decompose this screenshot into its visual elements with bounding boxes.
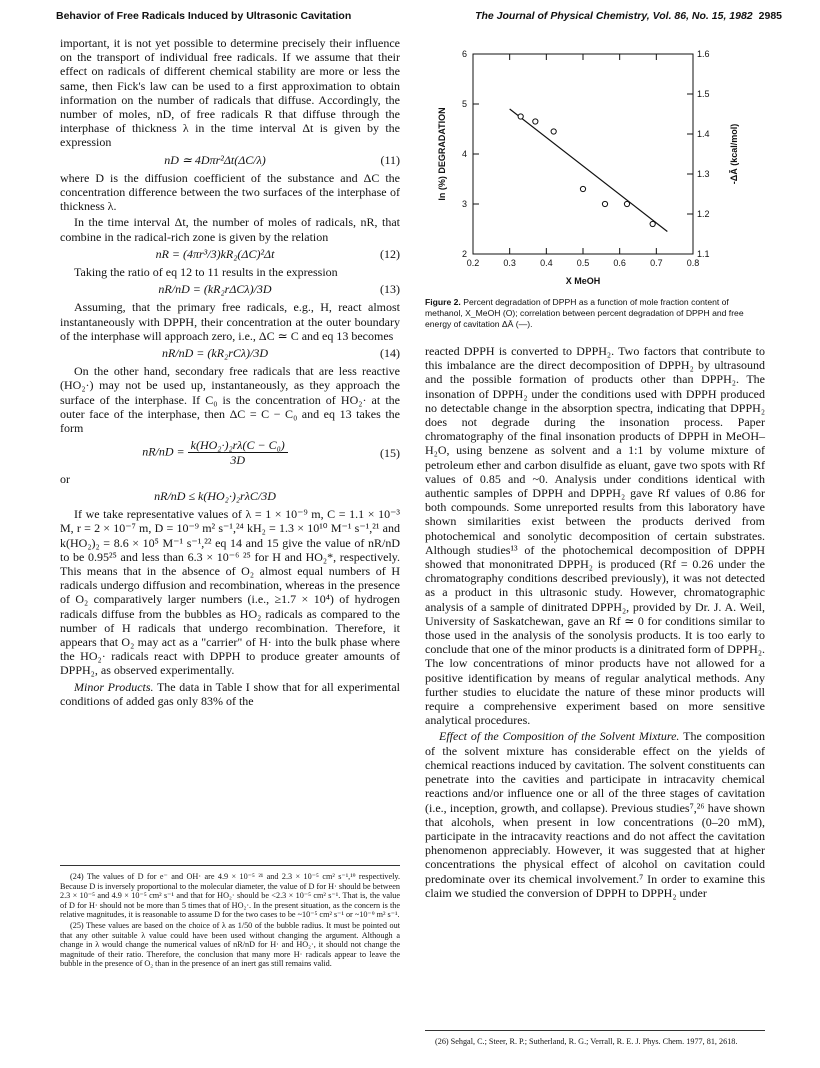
paragraph: reacted DPPH is converted to DPPH₂. Two factors that contribute to this imbalance are the direct decomposition of DPPH₂ by ultrasound and the possible formation of products other than DPPH₂. The insonation of DPPH₂ under the conditions used with DPPH produced no detectable change in the absorption spectra, indicating that DPPH₂ does not degrade during the insonation process. Paper chromatography of the final insonation products of DPPH in MeOH–H₂O, using benzene as solvent and a 1:1 by volume mixture of petroleum ether and carbon disulfide as eluant, gave two spots with Rf values of 0.85 and ~0. Analysis under conditions identical with authentic samples of DPPH and DPPH₂ gave Rf values of 0.86 for both compounds. Some unreported results from this laboratory have shown similarities exist between the products derived from photochemical and sonolytic decomposition of certain substrates. Although studies¹³ of the photochemical decomposition of DPPH showed that mononitrated DPPH₂ is produced (Rf = 0.26 under the chromatography conditions described previously), it was not detected as a product in this ultrasonic study. However, chromatographic analysis of a sample of dinitrated DPPH₂, provided by Dr. J. A. Weil, University of Saskatchewan, gave an Rf ≃ 0 for conditions similar to those used in the analysis of the sonolysis products. It is too early to conclude that one of the minor products is a dinitrated form of DPPH₂. The low concentrations of minor products have not allowed for a positive identification by means of regular analytical methods. Any further studies to elucidate the nature of these minor products will require a comprehensive experiment based on more sensitive analytical procedures. (425, 344, 765, 728)
y-tick-label: 4 (461, 149, 467, 159)
correlation-line (510, 109, 668, 232)
footnotes-right (425, 1030, 765, 1047)
right-column (425, 344, 765, 902)
equation-14 (60, 346, 400, 360)
y-tick-label: 5 (461, 99, 467, 109)
footnotes-left (60, 865, 400, 970)
equation-number: (14) (380, 346, 400, 361)
footnote-26: (26) Sehgal, C.; Steer, R. P.; Sutherland, R. G.; Verrall, R. E. J. Phys. Chem. 1977, 81, 2618. (435, 1037, 738, 1046)
data-point (518, 114, 523, 119)
fraction-numerator: k(HO₂·)₂rλ(C − C₀) (188, 438, 288, 453)
equation-15 (60, 438, 400, 467)
equation-expression (60, 438, 370, 467)
footnote-25: (25) These values are based on the choice of λ as 1/50 of the bubble radius. It must be pointed out that any other suitable λ value could have been used without changing the argument. Although a change in λ would change the numerical values of nR/nD for H· and HO₂·, it should not change the magnitude of their ratio. Therefore, the conclusion that many more H· radicals appear to leave the bubble in the presence of O₂ than in the presence of an inert gas still remains valid. (60, 920, 400, 969)
equation-number: (15) (380, 445, 400, 460)
paragraph (425, 729, 765, 899)
paragraph: Taking the ratio of eq 12 to 11 results in the expression (74, 265, 338, 280)
fraction-denominator: 3D (230, 453, 246, 468)
x-tick-label: 0.2 (466, 258, 480, 268)
y2-tick-label: 1.4 (697, 129, 710, 139)
x-tick-label: 0.3 (503, 258, 516, 268)
journal-citation: The Journal of Physical Chemistry, Vol. 86, No. 15, 1982 (475, 10, 753, 22)
footnote-24: (24) The values of D for e⁻ and OH· are 4.9 × 10⁻⁵ ²¹ and 2.3 × 10⁻⁵ cm² s⁻¹,¹⁹ respectively. Because D is inversely proportional to the molecular diameter, the value of D for H· should be between 2.3 × 10⁻⁵ and 4.9 × 10⁻⁵ cm² s⁻¹ and that for HO₂· should be <2.3 × 10⁻⁵ cm² s⁻¹. That is, the value of D for H· should not be more than 5 times that of HO₂·. In the present situation, as the concern is the relative magnitudes, it is reasonable to assume D for the two cases to be ~10⁻⁵ cm² s⁻¹ or ~10⁻⁹ m² s⁻¹. (60, 872, 400, 920)
y2-tick-label: 1.1 (697, 249, 710, 259)
plot-frame (473, 54, 693, 254)
paragraph: Assuming, that the primary free radicals, e.g., H, react almost instantaneously with DPPH, their concentration at the outer boundary of the interphase will approach zero, i.e., ΔC ≃ C and eq 13 becomes (60, 300, 400, 343)
y-tick-label: 2 (461, 249, 467, 259)
equation-16 (60, 489, 400, 503)
paragraph: In the time interval Δt, the number of moles of radicals, nR, that combine in the radical-rich zone is given by the relation (60, 215, 400, 244)
data-point (624, 201, 629, 206)
figure-caption (425, 297, 765, 329)
caption-text: Percent degradation of DPPH as a function of mole fraction content of methanol, X_MeOH (O); correlation between percent degradation of DPPH and free energy of cavitation ΔĀ (—). (425, 297, 744, 329)
paragraph (60, 680, 400, 708)
y2-tick-label: 1.5 (697, 89, 710, 99)
figure-label: Figure 2. (425, 297, 461, 307)
y-tick-label: 3 (461, 199, 467, 209)
equation-number: (11) (380, 152, 400, 167)
x-tick-label: 0.6 (613, 258, 626, 268)
paragraph-text: The composition of the solvent mixture has considerable effect on the yields of chemical reactions induced by cavitation. The solvent constituents can penetrate into the cavities and participate in intracavity chemical reactions and/or influence one or all of the three stages of cavitation (i.e., inception, growth, and collapse). Previous studies⁷,²⁶ have shown that alcohols, when present in low concentrations (0–20 mM), participate in the intracavity reactions and do not affect the cavitation phenomenon appreciably. However, it was suggested that at higher concentrations the physical effect of alcohol on cavitation could predominate over its chemical involvement.⁷ In order to examine this claim we studied the conversion of DPPH to DPPH₂ under (425, 729, 765, 900)
section-title: Minor Products. (74, 679, 154, 694)
figure-2-chart (425, 40, 765, 300)
equation-expression: nD ≃ 4Dπr²Δt(ΔC/λ) (164, 152, 266, 167)
equation-13 (60, 282, 400, 296)
connector-text: or (60, 471, 70, 486)
y-axis-label: ln (%) DEGRADATION (437, 107, 447, 201)
data-point (551, 129, 556, 134)
equation-expression: nR/nD = (kR₂rCλ)/3D (161, 346, 269, 361)
running-header-right (475, 10, 782, 22)
section-title: Effect of the Composition of the Solvent Mixture. (439, 729, 680, 744)
data-point (580, 186, 585, 191)
equation-expression: nR/nD ≤ k(HO₂·)₂rλC/3D (154, 488, 276, 503)
paragraph: where D is the diffusion coefficient of the substance and ΔC the concentration difference between the two surfaces of the interphase of thickness λ. (60, 170, 400, 214)
x-tick-label: 0.8 (686, 258, 700, 268)
x-tick-label: 0.7 (650, 258, 663, 268)
equation-11 (60, 153, 400, 167)
x-axis-label: X MeOH (565, 276, 601, 286)
y2-tick-label: 1.2 (697, 209, 710, 219)
paragraph: On the other hand, secondary free radicals that are less reactive (HO₂·) may not be used up, instantaneously, as they approach the surface of the interphase. If C₀ is the concentration of HO₂· at the outer face of the interphase, then ΔC = C − C₀ and eq 13 takes the form (60, 364, 400, 436)
data-point (533, 119, 538, 124)
paragraph: important, it is not yet possible to determine precisely their influence on the transport of individual free radicals. If we assume that their effect on radicals of different chemical stability are more or less the same, then Fick's law can be used to a first approximation to obtain information on the number of radicals that diffuse. Accordingly, the number of moles, nD, of free radicals R that diffuse through the interphase of thickness λ in the time interval Δt is given by the expression (60, 36, 400, 150)
x-tick-label: 0.5 (576, 258, 590, 268)
paragraph-text: The data in Table I show that for all experimental conditions of added gas only 83% of the (60, 679, 400, 708)
equation-lhs: nR/nD = (142, 444, 185, 459)
paragraph: If we take representative values of λ = 1 × 10⁻⁹ m, C = 1.1 × 10⁻³ M, r = 2 × 10⁻⁷ m, D = 10⁻⁹ m² s⁻¹,²⁴ kH₂ = 1.3 × 10¹⁰ M⁻¹ s⁻¹,²¹ and k(HO₂)₂ = 8.6 × 10⁵ M⁻¹ s⁻¹,²² eq 14 and 15 give the value of nR/nD to be 0.95²⁵ and less than 6.3 × 10⁻⁶ ²⁵ for H and HO₂*, respectively. This means that in the absence of O₂ almost equal numbers of H radicals undergo diffusion and recombination, whereas in the presence of O₂ comparatively larger numbers (i.e., ≥1.7 × 10⁴) of hydrogen radicals diffuse from the bubbles as HO₂ radicals as compared to the number of H radicals that undergo recombination. Therefore, it appears that O₂ may act as a "carrier" of H· into the bulk phase where the HO₂· radicals react with DPPH to produce greater amounts of DPPH₂, as observed experimentally. (60, 507, 400, 678)
y2-axis-label: -ΔĀ (kcal/mol) (729, 123, 739, 185)
running-header-left: Behavior of Free Radicals Induced by Ultrasonic Cavitation (56, 10, 352, 22)
equation-expression: nR = (4πr³/3)kR₂(ΔC)²Δt (155, 246, 275, 261)
fraction (188, 438, 288, 467)
y-tick-label: 6 (461, 49, 467, 59)
equation-number: (13) (380, 282, 400, 297)
page-number: 2985 (758, 10, 782, 22)
data-point (602, 201, 607, 206)
left-column (60, 36, 400, 710)
y2-tick-label: 1.3 (697, 169, 710, 179)
y2-tick-label: 1.6 (697, 49, 710, 59)
equation-expression: nR/nD = (kR₂rΔCλ)/3D (158, 282, 272, 297)
x-tick-label: 0.4 (540, 258, 553, 268)
data-point (650, 221, 655, 226)
equation-number: (12) (380, 246, 400, 261)
equation-12 (60, 247, 400, 261)
